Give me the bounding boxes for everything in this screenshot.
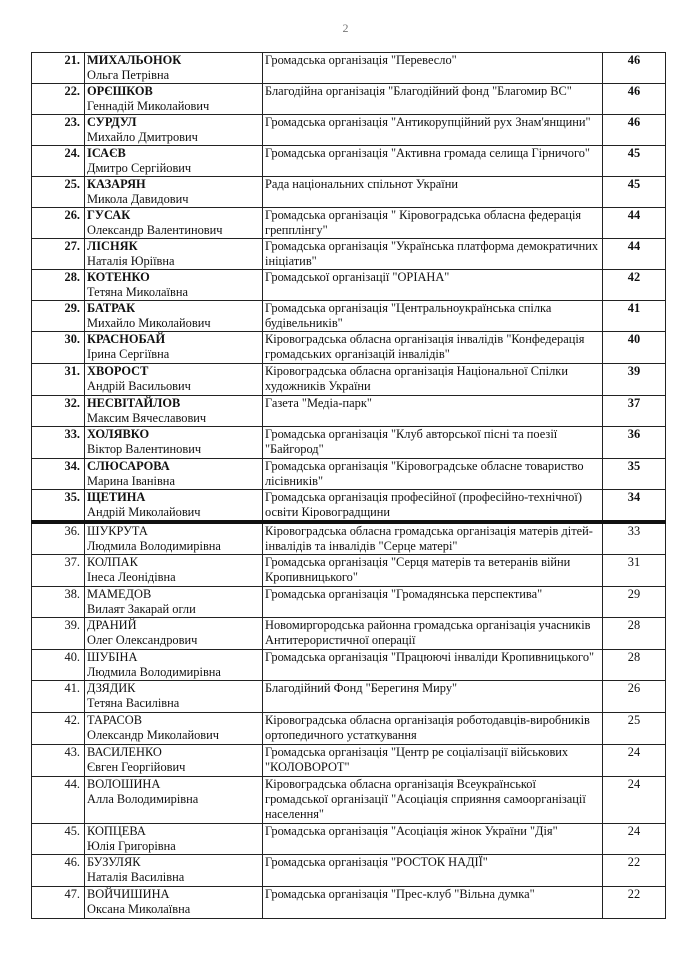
organization-cell <box>263 332 603 364</box>
given-names: Андрій Васильович <box>87 379 191 393</box>
row-number: 32. <box>32 396 85 427</box>
person-cell <box>85 84 263 115</box>
organization-cell <box>263 427 603 459</box>
row-number: 43. <box>32 745 85 777</box>
person-cell <box>85 555 263 587</box>
organization-name: Громадська організація "Серця матерів та ветеранів війни Кропивницького" <box>265 555 571 584</box>
person-cell <box>85 777 263 824</box>
organization-name: Новомиргородська районна громадська організація учасників Антитерористичної операції <box>265 618 591 647</box>
table-row <box>32 177 666 208</box>
table-row <box>32 555 666 587</box>
organization-name: Кіровоградська обласна громадська організація матерів дітей-інвалідів та інвалідів "Серце матері" <box>265 524 593 553</box>
row-number: 38. <box>32 587 85 618</box>
person-cell <box>85 332 263 364</box>
person-cell <box>85 115 263 146</box>
organization-name: Громадська організація професійної (професійно-технічної) освіти Кіровоградщини <box>265 490 582 519</box>
surname: СУРДУЛ <box>87 115 137 129</box>
table-row <box>32 650 666 681</box>
organization-cell <box>263 301 603 332</box>
organization-cell <box>263 650 603 681</box>
given-names: Інеса Леонідівна <box>87 570 176 584</box>
given-names: Олег Олександрович <box>87 633 198 647</box>
person-cell <box>85 427 263 459</box>
row-number: 46. <box>32 855 85 887</box>
given-names: Геннадій Миколайович <box>87 99 210 113</box>
organization-cell <box>263 208 603 239</box>
ranking-table <box>31 52 666 919</box>
score: 24 <box>603 745 666 777</box>
score: 25 <box>603 713 666 745</box>
person-cell <box>85 713 263 745</box>
organization-cell <box>263 745 603 777</box>
organization-cell <box>263 587 603 618</box>
person-cell <box>85 270 263 301</box>
organization-name: Кіровоградська обласна організація Національної Спілки художників України <box>265 364 568 393</box>
surname: ІСАЄВ <box>87 146 126 160</box>
person-cell <box>85 587 263 618</box>
row-number: 42. <box>32 713 85 745</box>
surname: ШУКРУТА <box>87 524 148 538</box>
given-names: Михайло Миколайович <box>87 316 211 330</box>
surname: МАМЕДОВ <box>87 587 152 601</box>
row-number: 33. <box>32 427 85 459</box>
table-row <box>32 427 666 459</box>
organization-name: Благодійний Фонд "Берегиня Миру" <box>265 681 458 695</box>
surname: СЛЮСАРОВА <box>87 459 170 473</box>
surname: МИХАЛЬОНОК <box>87 53 182 67</box>
organization-name: Громадська організація "Активна громада селища Гірничого" <box>265 146 590 160</box>
person-cell <box>85 522 263 555</box>
given-names: Тетяна Василівна <box>87 696 180 710</box>
given-names: Марина Іванівна <box>87 474 175 488</box>
organization-name: Рада національних спільнот України <box>265 177 459 191</box>
score: 24 <box>603 824 666 855</box>
organization-name: Громадська організація "Прес-клуб "Вільна думка" <box>265 887 535 901</box>
surname: ГУСАК <box>87 208 131 222</box>
row-number: 23. <box>32 115 85 146</box>
given-names: Віктор Валентинович <box>87 442 202 456</box>
row-number: 37. <box>32 555 85 587</box>
score: 42 <box>603 270 666 301</box>
row-number: 40. <box>32 650 85 681</box>
score: 31 <box>603 555 666 587</box>
table-row <box>32 146 666 177</box>
score: 35 <box>603 459 666 490</box>
organization-cell <box>263 396 603 427</box>
table-row <box>32 459 666 490</box>
table-row <box>32 396 666 427</box>
table-row <box>32 239 666 270</box>
organization-name: Громадська організація "Кіровоградське обласне товариство лісівників" <box>265 459 584 488</box>
organization-name: Кіровоградська обласна організація інвалідів "Конфедерація громадських організацій інвалідів" <box>265 332 585 361</box>
organization-cell <box>263 53 603 84</box>
person-cell <box>85 239 263 270</box>
given-names: Наталія Василівна <box>87 870 185 884</box>
given-names: Олександр Валентинович <box>87 223 223 237</box>
table-row <box>32 824 666 855</box>
organization-name: Громадська організація "РОСТОК НАДІЇ" <box>265 855 488 869</box>
person-cell <box>85 650 263 681</box>
organization-name: Громадська організація "Антикорупційний рух Знам'янщини" <box>265 115 591 129</box>
organization-name: Громадська організація "Клуб авторської пісні та поезії "Байгород" <box>265 427 558 456</box>
table-row <box>32 681 666 713</box>
organization-cell <box>263 84 603 115</box>
table-row <box>32 855 666 887</box>
row-number: 30. <box>32 332 85 364</box>
person-cell <box>85 208 263 239</box>
row-number: 29. <box>32 301 85 332</box>
page-number: 2 <box>342 21 349 35</box>
given-names: Олександр Миколайович <box>87 728 220 742</box>
organization-cell <box>263 364 603 396</box>
row-number: 35. <box>32 490 85 523</box>
score: 40 <box>603 332 666 364</box>
surname: ЩЕТИНА <box>87 490 146 504</box>
row-number: 25. <box>32 177 85 208</box>
given-names: Алла Володимирівна <box>87 792 199 806</box>
given-names: Тетяна Миколаївна <box>87 285 188 299</box>
row-number: 28. <box>32 270 85 301</box>
table-row <box>32 618 666 650</box>
row-number: 26. <box>32 208 85 239</box>
surname: КАЗАРЯН <box>87 177 146 191</box>
surname: ОРЄШКОВ <box>87 84 153 98</box>
score: 39 <box>603 364 666 396</box>
organization-name: Громадська організація " Кіровоградська обласна федерація грепплінгу" <box>265 208 582 237</box>
surname: ВАСИЛЕНКО <box>87 745 162 759</box>
score: 33 <box>603 522 666 555</box>
given-names: Юлія Григорівна <box>87 839 176 853</box>
given-names: Андрій Миколайович <box>87 505 201 519</box>
surname: ТАРАСОВ <box>87 713 143 727</box>
score: 28 <box>603 650 666 681</box>
surname: БАТРАК <box>87 301 136 315</box>
given-names: Оксана Миколаївна <box>87 902 191 916</box>
organization-cell <box>263 177 603 208</box>
organization-cell <box>263 618 603 650</box>
row-number: 22. <box>32 84 85 115</box>
person-cell <box>85 618 263 650</box>
surname: ХОЛЯВКО <box>87 427 150 441</box>
organization-cell <box>263 115 603 146</box>
surname: КРАСНОБАЙ <box>87 332 166 346</box>
person-cell <box>85 887 263 919</box>
organization-name: Громадська організація "Центр ре соціалізації військових "КОЛОВОРОТ" <box>265 745 569 774</box>
person-cell <box>85 490 263 523</box>
table-row <box>32 777 666 824</box>
table-row <box>32 208 666 239</box>
table-row <box>32 332 666 364</box>
table-row <box>32 713 666 745</box>
row-number: 27. <box>32 239 85 270</box>
given-names: Євген Георгійович <box>87 760 186 774</box>
score: 44 <box>603 208 666 239</box>
organization-cell <box>263 681 603 713</box>
organization-name: Газета "Медіа-парк" <box>265 396 372 410</box>
score: 45 <box>603 146 666 177</box>
given-names: Людмила Володимирівна <box>87 665 221 679</box>
person-cell <box>85 824 263 855</box>
organization-name: Громадська організація "Центральноукраїнська спілка будівельників" <box>265 301 552 330</box>
surname: КОТЕНКО <box>87 270 150 284</box>
person-cell <box>85 301 263 332</box>
person-cell <box>85 745 263 777</box>
score: 46 <box>603 115 666 146</box>
score: 24 <box>603 777 666 824</box>
score: 29 <box>603 587 666 618</box>
score: 34 <box>603 490 666 523</box>
surname: БУЗУЛЯК <box>87 855 141 869</box>
person-cell <box>85 364 263 396</box>
organization-cell <box>263 490 603 523</box>
row-number: 36. <box>32 522 85 555</box>
organization-cell <box>263 522 603 555</box>
row-number: 44. <box>32 777 85 824</box>
score: 44 <box>603 239 666 270</box>
person-cell <box>85 146 263 177</box>
given-names: Ольга Петрівна <box>87 68 170 82</box>
row-number: 34. <box>32 459 85 490</box>
surname: ДЗЯДИК <box>87 681 136 695</box>
surname: КОПЦЕВА <box>87 824 146 838</box>
table-row <box>32 53 666 84</box>
score: 45 <box>603 177 666 208</box>
row-number: 24. <box>32 146 85 177</box>
organization-name: Громадська організація "Працюючі інваліди Кропивницького" <box>265 650 595 664</box>
given-names: Дмитро Сергійович <box>87 161 192 175</box>
row-number: 21. <box>32 53 85 84</box>
surname: ШУБІНА <box>87 650 138 664</box>
score: 28 <box>603 618 666 650</box>
given-names: Ірина Сергіївна <box>87 347 170 361</box>
person-cell <box>85 177 263 208</box>
surname: ВОЙЧИШИНА <box>87 887 170 901</box>
score: 36 <box>603 427 666 459</box>
person-cell <box>85 396 263 427</box>
score: 46 <box>603 53 666 84</box>
person-cell <box>85 855 263 887</box>
score: 37 <box>603 396 666 427</box>
organization-cell <box>263 459 603 490</box>
row-number: 31. <box>32 364 85 396</box>
table-row <box>32 301 666 332</box>
score: 22 <box>603 855 666 887</box>
table-row <box>32 270 666 301</box>
table-row <box>32 887 666 919</box>
score: 22 <box>603 887 666 919</box>
given-names: Вилаят Закарай огли <box>87 602 196 616</box>
organization-name: Громадська організація "Громадянська перспектива" <box>265 587 543 601</box>
surname: ХВОРОСТ <box>87 364 149 378</box>
organization-name: Громадська організація "Українська платформа демократичних ініціатив" <box>265 239 599 268</box>
score: 46 <box>603 84 666 115</box>
organization-name: Благодійна організація "Благодійний фонд "Благомир ВС" <box>265 84 572 98</box>
table-row <box>32 115 666 146</box>
table-row <box>32 522 666 555</box>
organization-cell <box>263 887 603 919</box>
row-number: 45. <box>32 824 85 855</box>
organization-cell <box>263 713 603 745</box>
organization-name: Кіровоградська обласна організація роботодавців-виробників ортопедичного устаткування <box>265 713 590 742</box>
organization-name: Кіровоградська обласна організація Всеукраїнської громадської організації "Асоціація сприяння самоорганізації населення" <box>265 777 586 821</box>
organization-cell <box>263 824 603 855</box>
person-cell <box>85 53 263 84</box>
organization-cell <box>263 555 603 587</box>
surname: КОЛПАК <box>87 555 138 569</box>
table-row <box>32 490 666 523</box>
given-names: Наталія Юріївна <box>87 254 175 268</box>
given-names: Людмила Володимирівна <box>87 539 221 553</box>
row-number: 39. <box>32 618 85 650</box>
person-cell <box>85 681 263 713</box>
surname: ЛІСНЯК <box>87 239 138 253</box>
score: 41 <box>603 301 666 332</box>
given-names: Микола Давидович <box>87 192 189 206</box>
surname: ВОЛОШИНА <box>87 777 161 791</box>
given-names: Михайло Дмитрович <box>87 130 198 144</box>
person-cell <box>85 459 263 490</box>
organization-cell <box>263 855 603 887</box>
given-names: Максим Вячеславович <box>87 411 207 425</box>
organization-cell <box>263 777 603 824</box>
organization-name: Громадська організація "Асоціація жінок України "Дія" <box>265 824 558 838</box>
row-number: 41. <box>32 681 85 713</box>
organization-cell <box>263 239 603 270</box>
organization-name: Громадської організації "ОРІАНА" <box>265 270 450 284</box>
row-number: 47. <box>32 887 85 919</box>
surname: НЕСВІТАЙЛОВ <box>87 396 181 410</box>
ranking-table-body <box>32 53 666 919</box>
table-row <box>32 587 666 618</box>
organization-name: Громадська організація "Перевесло" <box>265 53 457 67</box>
table-row <box>32 745 666 777</box>
table-row <box>32 84 666 115</box>
score: 26 <box>603 681 666 713</box>
organization-cell <box>263 270 603 301</box>
organization-cell <box>263 146 603 177</box>
table-row <box>32 364 666 396</box>
surname: ДРАНИЙ <box>87 618 137 632</box>
